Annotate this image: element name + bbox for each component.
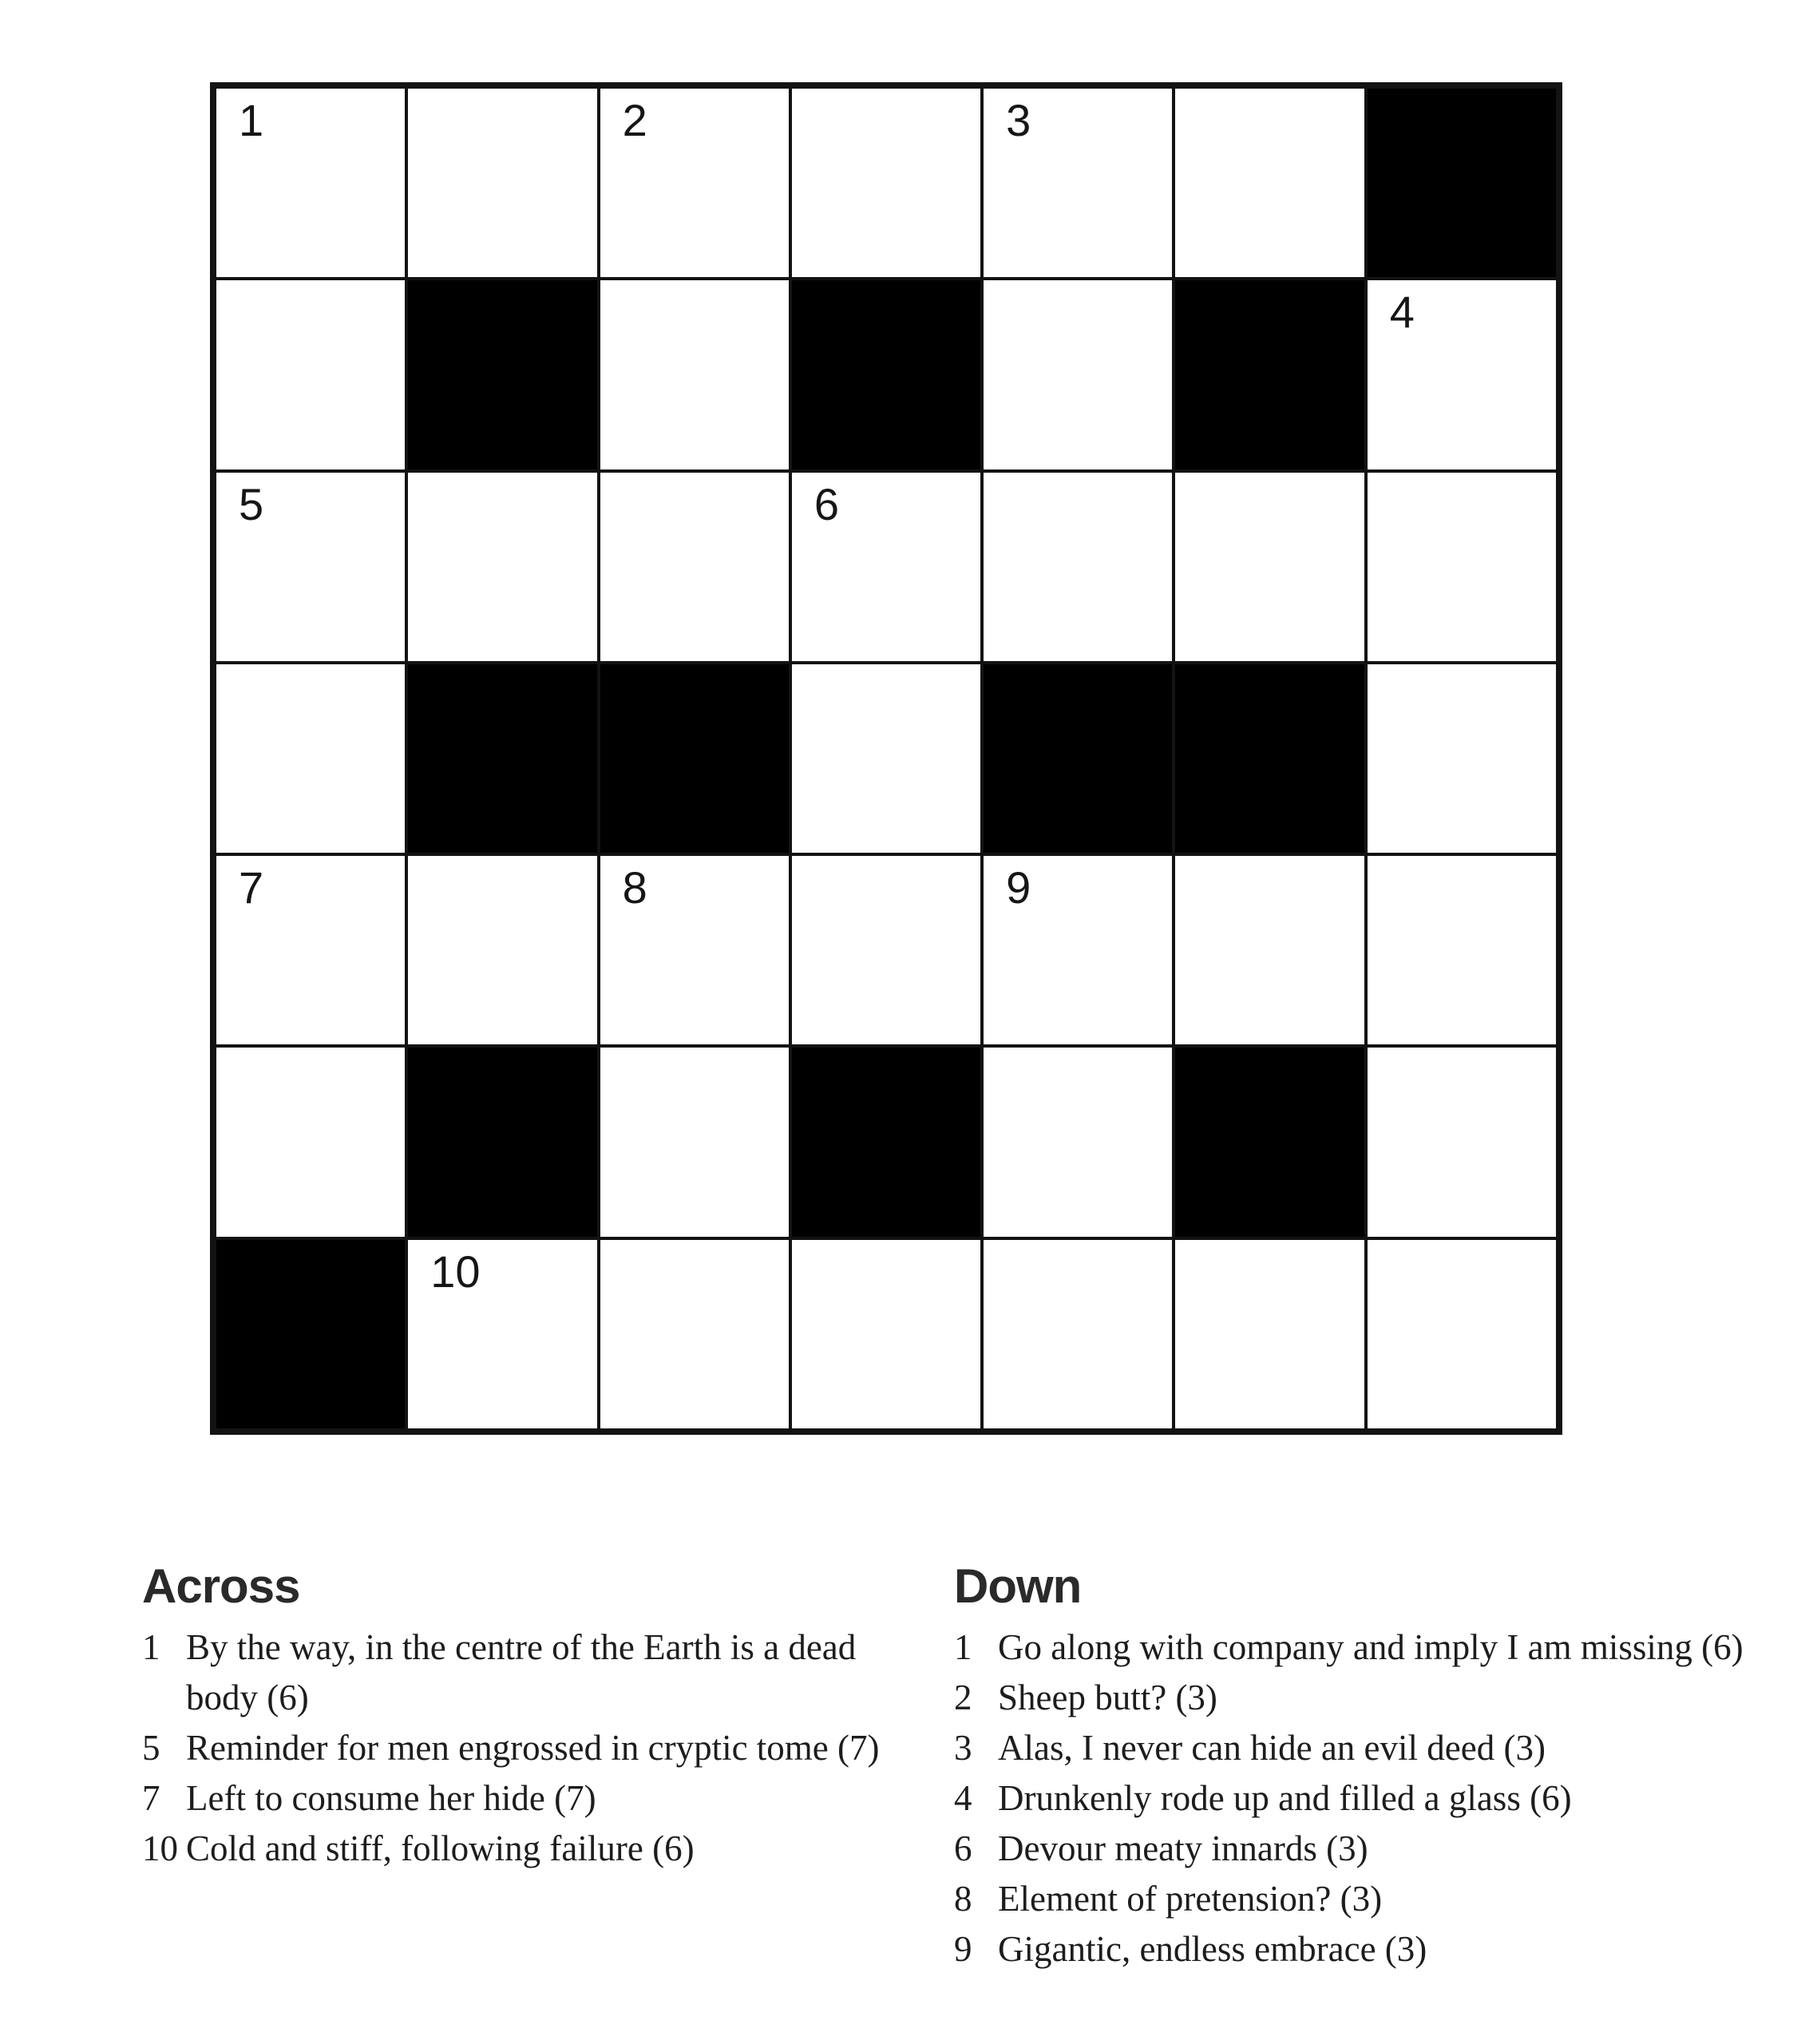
cell-number: 2 (622, 95, 647, 145)
grid-cell[interactable] (1368, 1240, 1556, 1428)
clue-text: Drunkenly rode up and filled a glass (6) (998, 1778, 1572, 1818)
clue-item (954, 1622, 1808, 1673)
grid-cell[interactable] (1175, 1240, 1364, 1428)
cell-number: 4 (1389, 287, 1415, 338)
clue-text: Reminder for men engrossed in cryptic tome (7) (186, 1728, 880, 1768)
grid-cell-black (216, 1240, 405, 1428)
grid-cell[interactable] (216, 280, 405, 469)
grid-cell-black (408, 280, 596, 469)
grid-cell[interactable] (600, 856, 789, 1044)
grid-cell-black (1175, 664, 1364, 853)
cell-number: 8 (622, 862, 647, 913)
grid-cell[interactable] (984, 1240, 1172, 1428)
cell-number: 10 (430, 1246, 481, 1297)
grid-cell[interactable] (600, 280, 789, 469)
cell-number: 5 (239, 478, 264, 529)
grid-cell[interactable] (792, 473, 980, 661)
clue-item (954, 1874, 1808, 1924)
grid-cell[interactable] (216, 1048, 405, 1236)
clue-item (142, 1622, 932, 1723)
across-section (142, 1559, 932, 1874)
grid-cell-black (600, 664, 789, 853)
clue-number: 8 (954, 1879, 972, 1919)
grid-cell[interactable] (792, 89, 980, 277)
clue-number: 2 (954, 1678, 972, 1717)
grid-cell[interactable] (216, 89, 405, 277)
grid-cell[interactable] (792, 1240, 980, 1428)
cell-number: 6 (813, 478, 839, 529)
clue-text: Sheep butt? (3) (998, 1678, 1217, 1717)
cell-number: 7 (239, 862, 264, 913)
grid-cell[interactable] (1175, 856, 1364, 1044)
grid-cell[interactable] (1368, 1048, 1556, 1236)
across-clue-list (142, 1622, 932, 1874)
grid-cell[interactable] (792, 856, 980, 1044)
clue-text: Devour meaty innards (3) (998, 1828, 1368, 1868)
clue-number: 4 (954, 1778, 972, 1818)
clue-item (142, 1824, 932, 1874)
grid-cell[interactable] (408, 1240, 596, 1428)
clue-item (954, 1673, 1808, 1723)
crossword-grid (210, 82, 1562, 1435)
grid-cell-black (408, 1048, 596, 1236)
down-section (954, 1559, 1808, 1975)
grid-cell[interactable] (216, 473, 405, 661)
across-heading: Across (142, 1559, 300, 1613)
clue-text: Go along with company and imply I am missing (6) (998, 1627, 1744, 1667)
clue-item (142, 1773, 932, 1824)
grid-cell-black (1368, 89, 1556, 277)
clue-number: 1 (142, 1627, 160, 1667)
grid-cell[interactable] (1368, 856, 1556, 1044)
cell-number: 9 (1006, 862, 1031, 913)
clue-text: Element of pretension? (3) (998, 1879, 1383, 1919)
clue-item (142, 1723, 932, 1773)
down-clue-list (954, 1622, 1808, 1975)
clue-text: Alas, I never can hide an evil deed (3) (998, 1728, 1546, 1768)
cell-number: 3 (1006, 95, 1031, 145)
grid-cell[interactable] (1368, 664, 1556, 853)
grid-cell[interactable] (408, 473, 596, 661)
grid-cell[interactable] (984, 473, 1172, 661)
grid-cell[interactable] (1368, 473, 1556, 661)
grid-cell[interactable] (1175, 473, 1364, 661)
grid-cell-black (984, 664, 1172, 853)
down-heading: Down (954, 1559, 1082, 1613)
clue-text: Gigantic, endless embrace (3) (998, 1929, 1427, 1969)
grid-cell[interactable] (408, 856, 596, 1044)
grid-cell[interactable] (408, 89, 596, 277)
grid-cell[interactable] (984, 280, 1172, 469)
clue-number: 6 (954, 1828, 972, 1868)
grid-cell[interactable] (1175, 89, 1364, 277)
clue-text: Cold and stiff, following failure (6) (186, 1828, 695, 1868)
clue-number: 10 (142, 1828, 178, 1868)
grid-cell-black (792, 1048, 980, 1236)
clue-item (954, 1924, 1808, 1975)
clue-number: 7 (142, 1778, 160, 1818)
grid-cell[interactable] (984, 89, 1172, 277)
grid-cell[interactable] (1368, 280, 1556, 469)
clue-number: 1 (954, 1627, 972, 1667)
grid-cell[interactable] (600, 89, 789, 277)
grid-cell[interactable] (984, 856, 1172, 1044)
clue-item (954, 1824, 1808, 1874)
grid-cell[interactable] (792, 664, 980, 853)
clue-number: 9 (954, 1929, 972, 1969)
grid-cell[interactable] (600, 473, 789, 661)
grid-cell-black (1175, 280, 1364, 469)
clue-item (954, 1773, 1808, 1824)
grid-cell[interactable] (216, 664, 405, 853)
grid-cell-black (408, 664, 596, 853)
clue-item (954, 1723, 1808, 1773)
cell-number: 1 (239, 95, 264, 145)
grid-cell[interactable] (600, 1048, 789, 1236)
grid-cell[interactable] (984, 1048, 1172, 1236)
clue-number: 3 (954, 1728, 972, 1768)
grid-cell[interactable] (600, 1240, 789, 1428)
grid-cell-black (1175, 1048, 1364, 1236)
grid-cell[interactable] (216, 856, 405, 1044)
clue-text: Left to consume her hide (7) (186, 1778, 596, 1818)
clue-number: 5 (142, 1728, 160, 1768)
clue-text: By the way, in the centre of the Earth is a dead body (6) (186, 1627, 857, 1717)
grid-cell-black (792, 280, 980, 469)
